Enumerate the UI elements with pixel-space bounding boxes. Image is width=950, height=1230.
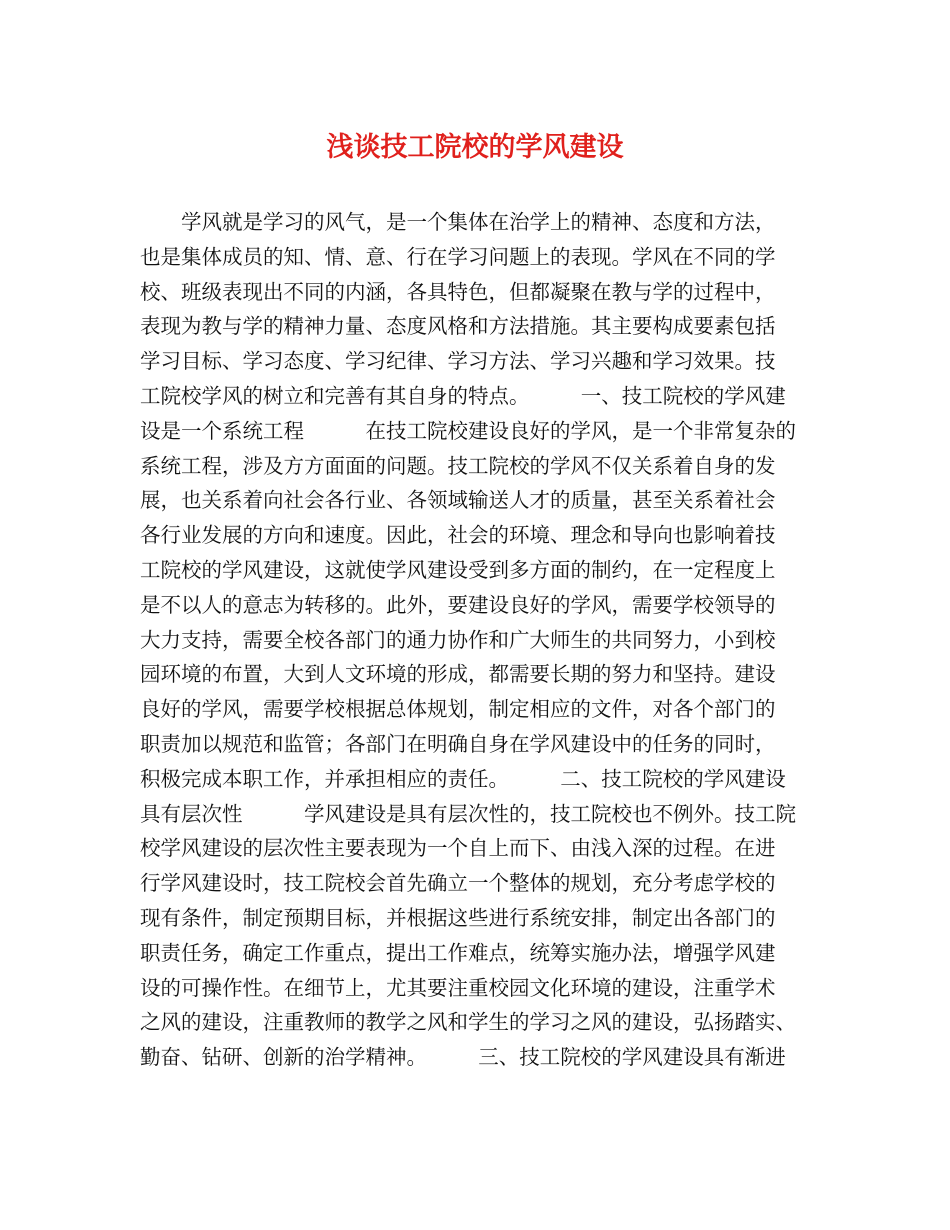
body-line: 良好的学风，需要学校根据总体规划，制定相应的文件，对各个部门的 bbox=[140, 697, 776, 722]
body-line: 是不以人的意志为转移的。此外，要建设良好的学风，需要学校领导的 bbox=[140, 592, 776, 617]
body-line: 学风就是学习的风气，是一个集体在治学上的精神、态度和方法， bbox=[140, 210, 776, 234]
document-title: 浅谈技工院校的学风建设 bbox=[326, 132, 624, 163]
body-line: 行学风建设时，技工院校会首先确立一个整体的规划，充分考虑学校的 bbox=[140, 871, 776, 896]
body-line: 工院校学风的树立和完善有其自身的特点。 一、技工院校的学风建 bbox=[140, 383, 786, 408]
body-line: 具有层次性 学风建设是具有层次性的，技工院校也不例外。技工院 bbox=[140, 801, 796, 826]
body-line: 校学风建设的层次性主要表现为一个自上而下、由浅入深的过程。在进 bbox=[140, 836, 776, 861]
body-line: 职责加以规范和监管；各部门在明确自身在学风建设中的任务的同时， bbox=[140, 731, 776, 756]
body-line: 校、班级表现出不同的内涵，各具特色，但都凝聚在教与学的过程中， bbox=[140, 279, 776, 304]
body-line: 大力支持，需要全校各部门的通力协作和广大师生的共同努力，小到校 bbox=[140, 627, 776, 652]
body-line: 学习目标、学习态度、学习纪律、学习方法、学习兴趣和学习效果。技 bbox=[140, 349, 776, 374]
body-line: 系统工程，涉及方方面面的问题。技工院校的学风不仅关系着自身的发 bbox=[140, 453, 776, 478]
document-body bbox=[140, 205, 840, 1075]
body-line: 职责任务，确定工作重点，提出工作难点，统筹实施办法，增强学风建 bbox=[140, 940, 776, 965]
body-line: 工院校的学风建设，这就使学风建设受到多方面的制约，在一定程度上 bbox=[140, 557, 776, 582]
body-line: 展，也关系着向社会各行业、各领域输送人才的质量，甚至关系着社会 bbox=[140, 488, 776, 513]
body-line: 设的可操作性。在细节上，尤其要注重校园文化环境的建设，注重学术 bbox=[140, 975, 776, 1000]
body-line: 各行业发展的方向和速度。因此，社会的环境、理念和导向也影响着技 bbox=[140, 523, 776, 548]
body-line: 勤奋、钻研、创新的治学精神。 三、技工院校的学风建设具有渐进 bbox=[140, 1045, 786, 1070]
body-line: 之风的建设，注重教师的教学之风和学生的学习之风的建设，弘扬踏实、 bbox=[140, 1010, 796, 1035]
body-line: 表现为教与学的精神力量、态度风格和方法措施。其主要构成要素包括 bbox=[140, 314, 776, 339]
body-line: 设是一个系统工程 在技工院校建设良好的学风，是一个非常复杂的 bbox=[140, 418, 796, 443]
body-line: 园环境的布置，大到人文环境的形成，都需要长期的努力和坚持。建设 bbox=[140, 662, 776, 687]
body-line: 现有条件，制定预期目标，并根据这些进行系统安排，制定出各部门的 bbox=[140, 905, 776, 930]
body-line: 也是集体成员的知、情、意、行在学习问题上的表现。学风在不同的学 bbox=[140, 244, 776, 269]
body-line: 积极完成本职工作，并承担相应的责任。 二、技工院校的学风建设 bbox=[140, 766, 786, 791]
